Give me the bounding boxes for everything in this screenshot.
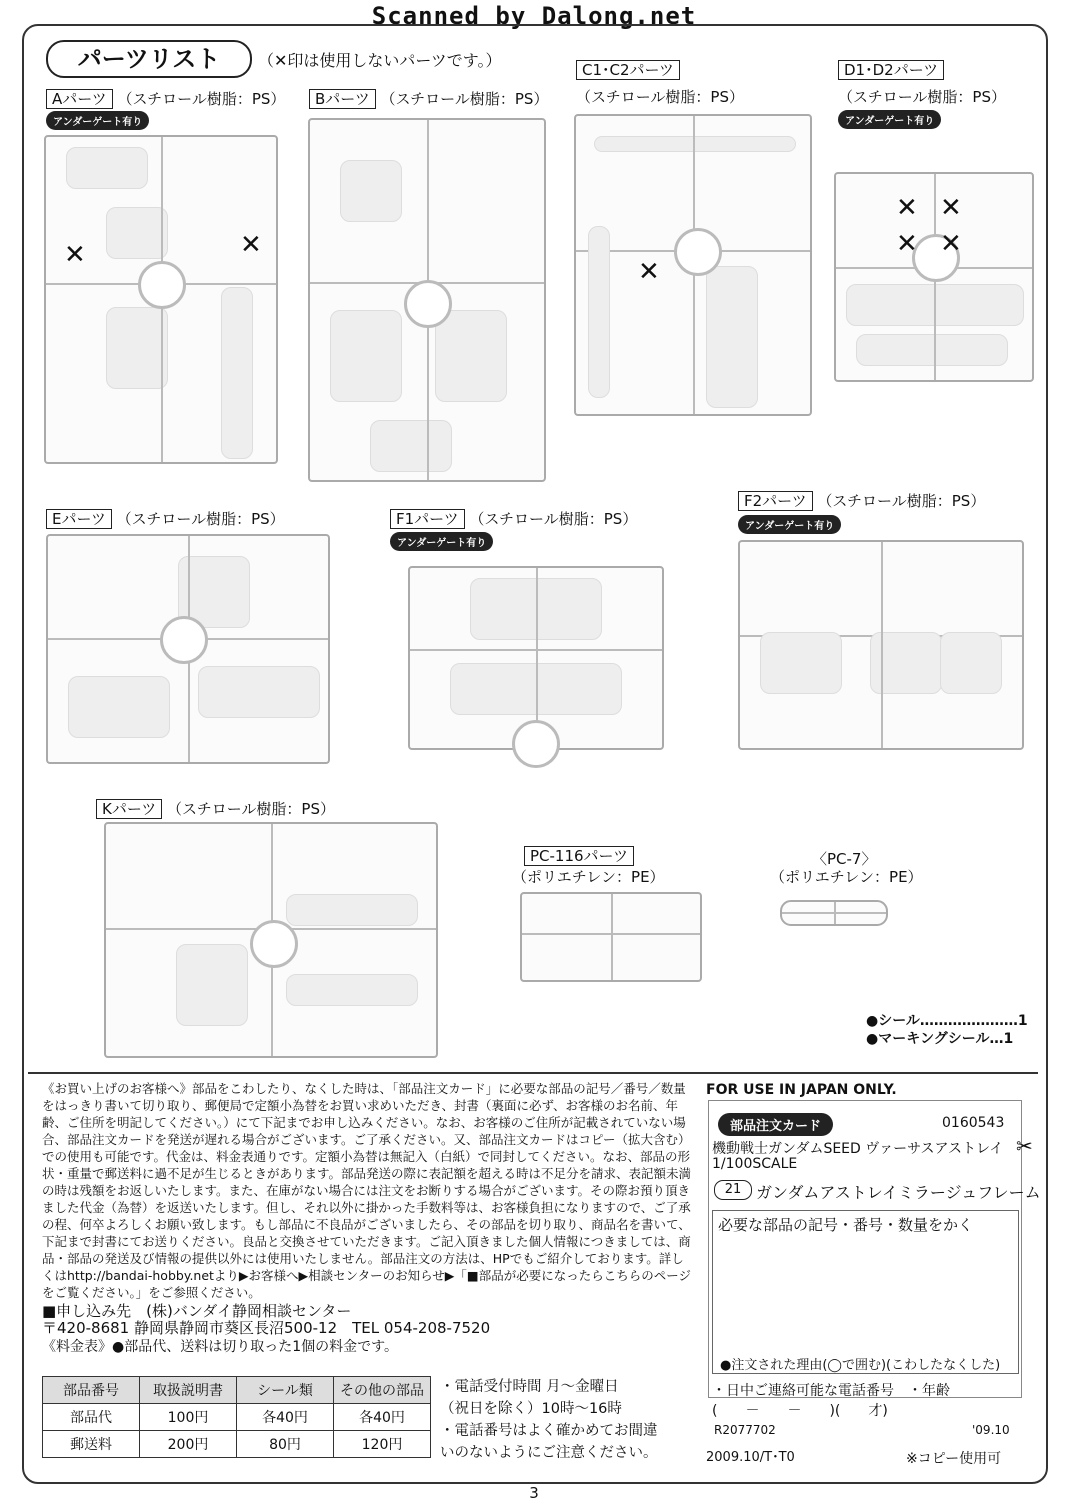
order-card-label: 部品注文カード xyxy=(718,1113,833,1136)
runner-ring xyxy=(512,720,560,768)
section-material: （スチロール樹脂：PS） xyxy=(116,510,285,528)
runner-k xyxy=(104,822,438,1058)
section-e-title xyxy=(46,508,285,529)
under-gate-badge: アンダーゲート有り xyxy=(838,110,941,129)
product-name: 機動戦士ガンダムSEED ヴァーサスアストレイ xyxy=(712,1141,1004,1157)
section-material: （スチロール樹脂：PS） xyxy=(380,90,549,108)
runner-c xyxy=(574,114,812,416)
section-label: PC-116パーツ xyxy=(524,846,634,866)
runner-pc7 xyxy=(780,900,888,926)
section-material: （スチロール樹脂：PS） xyxy=(469,510,638,528)
under-gate-badge: アンダーゲート有り xyxy=(390,532,493,551)
part-shape xyxy=(588,226,610,398)
part-shape xyxy=(340,160,402,222)
runner-ring xyxy=(250,920,298,968)
section-pc116-title xyxy=(524,846,634,866)
fee-cell: 100円 xyxy=(140,1404,237,1431)
section-pc7-material: （ポリエチレン：PE） xyxy=(770,868,923,886)
phone-line: いのないようにご注意ください。 xyxy=(440,1445,658,1461)
section-material: （スチロール樹脂：PS） xyxy=(817,492,986,510)
fee-cell: 120円 xyxy=(334,1431,431,1458)
unused-mark-icon: ✕ xyxy=(940,229,962,259)
product-item: ガンダムアストレイミラージュフレーム xyxy=(756,1183,1041,1202)
runner-ring xyxy=(404,280,452,328)
part-shape xyxy=(370,420,452,472)
unused-mark-icon: ✕ xyxy=(896,193,918,223)
unused-mark-icon: ✕ xyxy=(240,230,262,260)
product-number: 21 xyxy=(714,1180,752,1200)
page-number: 3 xyxy=(529,1484,539,1502)
registration-date: '09.10 xyxy=(972,1423,1010,1437)
marking-seal-count: ●マーキングシール…1 xyxy=(866,1031,1014,1047)
section-d-title xyxy=(838,60,944,80)
header-note: （✕印は使用しないパーツです。） xyxy=(258,51,502,70)
part-shape xyxy=(66,147,148,189)
address: 〒420-8681 静岡県静岡市葵区長沼500-12 TEL 054-208-7520 xyxy=(42,1319,491,1337)
part-shape xyxy=(846,284,1024,326)
fee-header: その他の部品 xyxy=(334,1377,431,1404)
part-shape xyxy=(470,578,602,640)
phone-line: （祝日を除く）10時〜16時 xyxy=(440,1401,622,1417)
contact-fill: ( － － )( 才) xyxy=(712,1403,888,1419)
part-shape xyxy=(760,632,842,694)
section-label: Bパーツ xyxy=(309,89,376,109)
runner-ring xyxy=(160,616,208,664)
contact-label: ・日中ご連絡可能な電話番号 ・年齢 xyxy=(712,1383,950,1399)
part-shape xyxy=(221,287,253,459)
part-shape xyxy=(106,307,168,389)
section-label: Aパーツ xyxy=(46,89,113,109)
fee-cell: 部品代 xyxy=(43,1404,140,1431)
runner-f1 xyxy=(408,566,664,750)
runner-ring xyxy=(674,228,722,276)
fee-cell: 80円 xyxy=(237,1431,334,1458)
order-reason: ●注文された理由(◯で囲む)(こわしたなくした) xyxy=(720,1358,1001,1373)
phone-line: ・電話受付時間 月〜金曜日 xyxy=(440,1379,619,1395)
section-label: F2パーツ xyxy=(738,491,813,511)
section-b-title xyxy=(309,88,548,109)
product-scale: 1/100SCALE xyxy=(712,1156,798,1172)
section-c-material: （スチロール樹脂：PS） xyxy=(576,88,744,106)
section-label: Eパーツ xyxy=(46,509,112,529)
fee-cell: 各40円 xyxy=(334,1404,431,1431)
fee-cell: 各40円 xyxy=(237,1404,334,1431)
part-shape xyxy=(870,632,942,694)
runner-d xyxy=(834,172,1034,382)
seal-count: ●シール…………………1 xyxy=(866,1013,1028,1029)
runner-f2 xyxy=(738,540,1024,750)
fee-header: 部品番号 xyxy=(43,1377,140,1404)
divider xyxy=(28,1072,1038,1074)
unused-mark-icon: ✕ xyxy=(638,257,660,287)
part-shape xyxy=(594,136,796,152)
part-shape xyxy=(286,894,418,926)
phone-line: ・電話番号はよく確かめてお間違 xyxy=(440,1423,658,1439)
fee-header: シール類 xyxy=(237,1377,334,1404)
part-shape xyxy=(198,666,320,718)
section-c-title xyxy=(576,60,680,80)
unused-mark-icon: ✕ xyxy=(940,193,962,223)
order-code: 0160543 xyxy=(942,1115,1005,1131)
section-pc116-material: （ポリエチレン：PE） xyxy=(512,868,665,886)
required-parts-label: 必要な部品の記号・番号・数量をかく xyxy=(718,1216,974,1234)
japan-only: FOR USE IN JAPAN ONLY. xyxy=(706,1082,897,1098)
under-gate-badge: アンダーゲート有り xyxy=(46,111,149,130)
registration-code: R2077702 xyxy=(714,1423,776,1437)
under-gate-badge: アンダーゲート有り xyxy=(738,515,841,534)
part-shape xyxy=(940,632,1002,694)
section-a-title xyxy=(46,88,285,109)
fee-cell: 200円 xyxy=(140,1431,237,1458)
part-shape xyxy=(106,207,168,259)
fee-title: 《料金表》●部品代、送料は切り取った1個の料金です。 xyxy=(42,1339,399,1355)
unused-mark-icon: ✕ xyxy=(896,229,918,259)
runner-b xyxy=(308,118,546,482)
runner-a xyxy=(44,135,278,464)
part-shape xyxy=(706,266,758,408)
print-code: 2009.10/T･T0 xyxy=(706,1450,795,1465)
part-shape xyxy=(856,334,1008,366)
apply-to: ■申し込み先 (株)バンダイ静岡相談センター xyxy=(42,1302,352,1320)
section-label: Kパーツ xyxy=(96,799,162,819)
runner-ring xyxy=(138,261,186,309)
section-material: （スチロール樹脂：PS） xyxy=(167,800,335,818)
runner-pc116 xyxy=(520,892,702,982)
watermark: Scanned by Dalong.net xyxy=(371,2,697,30)
section-material: （スチロール樹脂：PS） xyxy=(117,90,286,108)
fee-table xyxy=(42,1376,431,1458)
part-shape xyxy=(68,676,170,738)
part-shape xyxy=(330,310,402,402)
instructions-paragraph: 《お買い上げのお客様へ》部品をこわしたり、なくした時は、「部品注文カード」に必要な部品の記号／番号／数量をはっきり書いて切り取り、郵便局で定額小為替をお買い求めいただき、封書（裏面に必ず、お客様のお名前、年齢、ご住所を明記してください。）にて下記までお申し込みください。なお、お客様のご住所が記載されていない場合、部品注文カードを発送が遅れる場合がございます。ご了承ください。又、部品注文カードはコピー（拡大含む）での使用も可能です。代金は、料金表通りです。定額小為替は無記入（白紙）で同封してください。なお、部品の形状・重量で郵送料に過不足が生じるときがあります。部品発送の際に表記額を超える時は不足分を請求、表記額未満の時は残額をお返しいたします。また、在庫がない場合には注文をお断りする場合がございます。その際お預り頂きました代金（為替）を返送いたします。但し、それ以外に掛かった手数料等は、お客様負担になりますので、ご了承の程、何卒よろしくお願い致します。もし部品に不良品がございましたら、その部品を切り取り、商品名を書いて、下記まで封書にてお送りください。良品と交換させていただきます。ご記入頂きました個人情報につきましては、商品・部品の発送及び情報の提供以外には使用いたしません。部品注文の方法は、HPでもご紹介しております。詳しくはhttp://bandai-hobby.netより▶お客様へ▶相談センターのお知らせ▶「■部品が必要になったらこちらのページをご覧ください。」をご参照ください。 xyxy=(42,1081,692,1300)
page-title: パーツリスト xyxy=(46,40,252,78)
section-label: C1･C2パーツ xyxy=(576,60,680,80)
section-d-material: （スチロール樹脂：PS） xyxy=(838,88,1006,106)
part-shape xyxy=(435,310,507,402)
part-shape xyxy=(286,974,418,1006)
fee-cell: 郵送料 xyxy=(43,1431,140,1458)
unused-mark-icon: ✕ xyxy=(64,240,86,270)
instructions xyxy=(42,1080,692,1356)
scissors-icon: ✂ xyxy=(1016,1134,1033,1158)
section-f1-title xyxy=(390,508,637,529)
section-pc7-title: 〈PC-7〉 xyxy=(812,850,877,868)
part-shape xyxy=(176,944,248,1026)
section-k-title xyxy=(96,798,335,819)
section-f2-title xyxy=(738,490,985,511)
runner-e xyxy=(46,534,330,764)
phone-notes xyxy=(440,1376,700,1464)
section-label: D1･D2パーツ xyxy=(838,60,944,80)
fee-header: 取扱説明書 xyxy=(140,1377,237,1404)
part-shape xyxy=(450,663,622,715)
section-label: F1パーツ xyxy=(390,509,465,529)
copy-ok: ※コピー使用可 xyxy=(906,1451,1002,1467)
